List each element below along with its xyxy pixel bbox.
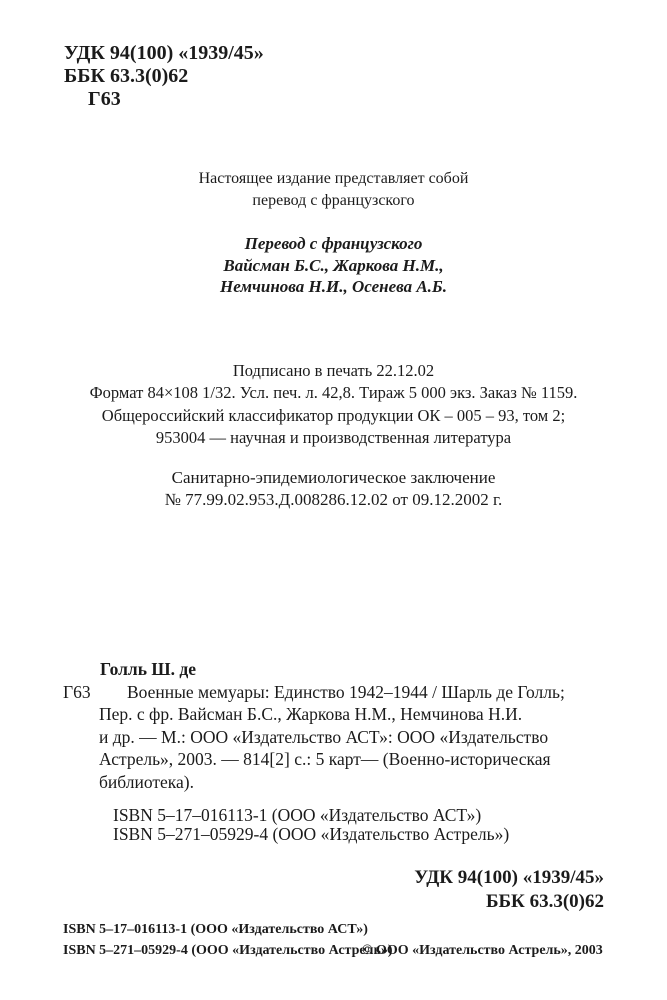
top-classification-block bbox=[64, 42, 264, 111]
translators-line-1: Вайсман Б.С., Жаркова Н.М., bbox=[223, 255, 444, 275]
footer-isbn-ast: ISBN 5–17–016113-1 (ООО «Издательство АСТ») bbox=[63, 922, 368, 937]
edition-note bbox=[0, 168, 667, 212]
print-info-format: Формат 84×108 1/32. Усл. печ. л. 42,8. Тираж 5 000 экз. Заказ № 1159. bbox=[89, 383, 578, 403]
bottom-classification-block bbox=[414, 866, 604, 913]
print-info-block bbox=[0, 360, 667, 449]
sanitary-line-1: Санитарно-эпидемиологическое заключение bbox=[171, 468, 496, 487]
catalog-card-sign: Г63 bbox=[63, 682, 91, 702]
bbk-code-bottom: ББК 63.3(0)62 bbox=[485, 890, 604, 912]
sanitary-certificate-block bbox=[0, 467, 667, 511]
catalog-card-line-4: Астрель», 2003. — 814[2] с.: 5 карт— (Военно-историческая bbox=[99, 749, 551, 769]
catalog-card-isbn-astrel: ISBN 5–271–05929-4 (ООО «Издательство Астрель») bbox=[113, 824, 510, 844]
bbk-code-top: ББК 63.3(0)62 bbox=[64, 65, 189, 87]
catalog-card-line-3: и др. — М.: ООО «Издательство АСТ»: ООО «Издательство bbox=[99, 727, 549, 747]
translators-line-2: Немчинова Н.И., Осенева А.Б. bbox=[220, 277, 447, 296]
udk-code-bottom: УДК 94(100) «1939/45» bbox=[414, 867, 604, 888]
edition-note-line-1: Настоящее издание представляет собой bbox=[198, 170, 469, 187]
catalog-card-line-2: Пер. с фр. Вайсман Б.С., Жаркова Н.М., Немчинова Н.И. bbox=[99, 704, 523, 724]
edition-note-line-2: перевод с французского bbox=[252, 192, 415, 209]
translators-block bbox=[0, 233, 667, 298]
footer-copyright: © ООО «Издательство Астрель», 2003 bbox=[362, 943, 603, 958]
sanitary-line-2: № 77.99.02.953.Д.008286.12.02 от 09.12.2002 г. bbox=[164, 490, 503, 509]
footer-isbn-astrel: ISBN 5–271–05929-4 (ООО «Издательство Астрель») bbox=[63, 943, 393, 958]
catalog-card-line-5: библиотека). bbox=[99, 772, 194, 792]
print-info-signed: Подписано в печать 22.12.02 bbox=[232, 361, 435, 380]
catalog-card-author: Голль Ш. де bbox=[100, 659, 196, 679]
catalog-card-isbn-ast: ISBN 5–17–016113-1 (ООО «Издательство АСТ») bbox=[113, 805, 482, 825]
print-info-literature-type: 953004 — научная и производственная литература bbox=[155, 427, 512, 447]
translators-title: Перевод с французского bbox=[244, 234, 423, 253]
author-sign-top: Г63 bbox=[88, 88, 121, 110]
print-info-classifier: Общероссийский классификатор продукции ОК – 005 – 93, том 2; bbox=[101, 405, 566, 425]
catalog-card-line-1: Военные мемуары: Единство 1942–1944 / Шарль де Голль; bbox=[127, 682, 565, 702]
udk-code-top: УДК 94(100) «1939/45» bbox=[64, 42, 264, 64]
